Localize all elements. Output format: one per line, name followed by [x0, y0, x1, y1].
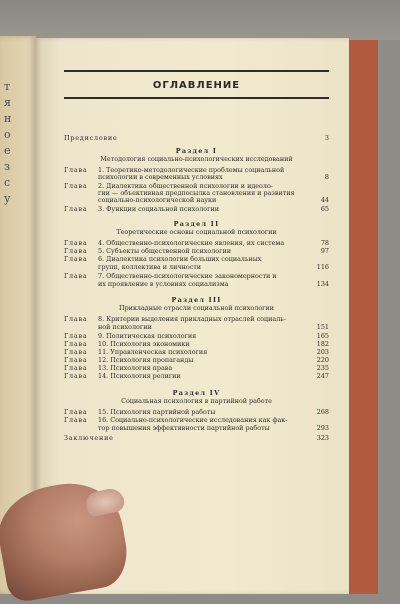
page-number: 293 — [316, 424, 329, 432]
page-number: 203 — [316, 348, 329, 356]
left-page-glyph: з — [4, 160, 10, 173]
section-subtitle: Теоретические основы социальной психологии — [116, 228, 277, 236]
table-of-contents: Предисловие 3 Раздел I Методология социально-психологических исследований Глава 1. Теоретико-методологические проблемы социальной психологии в современных условиях 8 Глава 2. Диалектика общественной психологии и идеоло- гии — объективная предпосылка становления и развития социально-психологической науки 44 Глава 3. Функции социальной психологии 65 Раздел II Теоретические основы социальной психологии Глава 4. Общественно-психологические явления, их система 78 Глава 5. Субъекты общественной психологии 97 Глава 6. Диалектика психологии больших социальных групп, коллектива и личности 116 Глава 7. Общественно-психологические закономерности и их проявление в условиях социализма 134 Раздел III Прикладные отрасли социальной психологии Глава 8. Критерии выделения прикладных отраслей социаль- ной психологии 151 Глава 9. Политическая психология 165 Глава 10. Психология экономики 182 Глава 11. Управленческая психология 203 Глава 12. Психология пропаганды 220 Глава 13. Психология права 235 Глава 14. Психология религии 247 Раздел IV Социальная психология в партийной работе Глава 15. Психология партийной работы 268 Глава 16. Социально-психологические исследования как фак- тор повышения эффективности партийной работы 293 Заключение 323 — [64, 134, 329, 442]
page-number: 44 — [320, 196, 329, 204]
page-number: 3 — [324, 134, 329, 142]
conclusion-label: Заключение — [64, 434, 114, 442]
page-number: 165 — [316, 332, 329, 340]
page-number: 235 — [316, 364, 329, 372]
preface-label: Предисловие — [64, 134, 118, 142]
left-page-glyph: я — [4, 96, 11, 109]
page-number: 134 — [316, 280, 329, 288]
section-subtitle: Методология социально-психологических исследований — [100, 155, 293, 163]
section-heading: Раздел IV — [172, 389, 221, 397]
section-heading: Раздел III — [171, 296, 222, 304]
left-page-glyph: т — [4, 80, 11, 93]
section-heading: Раздел I — [175, 147, 218, 155]
left-page-glyph: у — [4, 192, 11, 205]
left-page-glyph: о — [4, 128, 11, 141]
page-number: 116 — [316, 263, 329, 271]
page-title: ОГЛАВЛЕНИЕ — [152, 80, 241, 91]
section-heading: Раздел II — [173, 220, 220, 228]
section-subtitle: Социальная психология в партийной работе — [121, 397, 272, 405]
page-number: 97 — [320, 247, 329, 255]
page-number: 151 — [316, 323, 329, 331]
background — [0, 0, 400, 40]
left-page-glyph: с — [4, 176, 11, 189]
page-number: 182 — [316, 340, 329, 348]
page-number: 65 — [320, 205, 329, 213]
page-number: 247 — [316, 372, 329, 380]
page-number: 78 — [320, 239, 329, 247]
left-page-glyph: н — [4, 112, 12, 125]
section-subtitle: Прикладные отрасли социальной психологии — [119, 304, 274, 312]
page-number: 323 — [316, 434, 329, 442]
page-number: 220 — [316, 356, 329, 364]
page-number: 268 — [316, 408, 329, 416]
page-number: 8 — [324, 173, 329, 181]
left-page-glyph: е — [4, 144, 11, 157]
